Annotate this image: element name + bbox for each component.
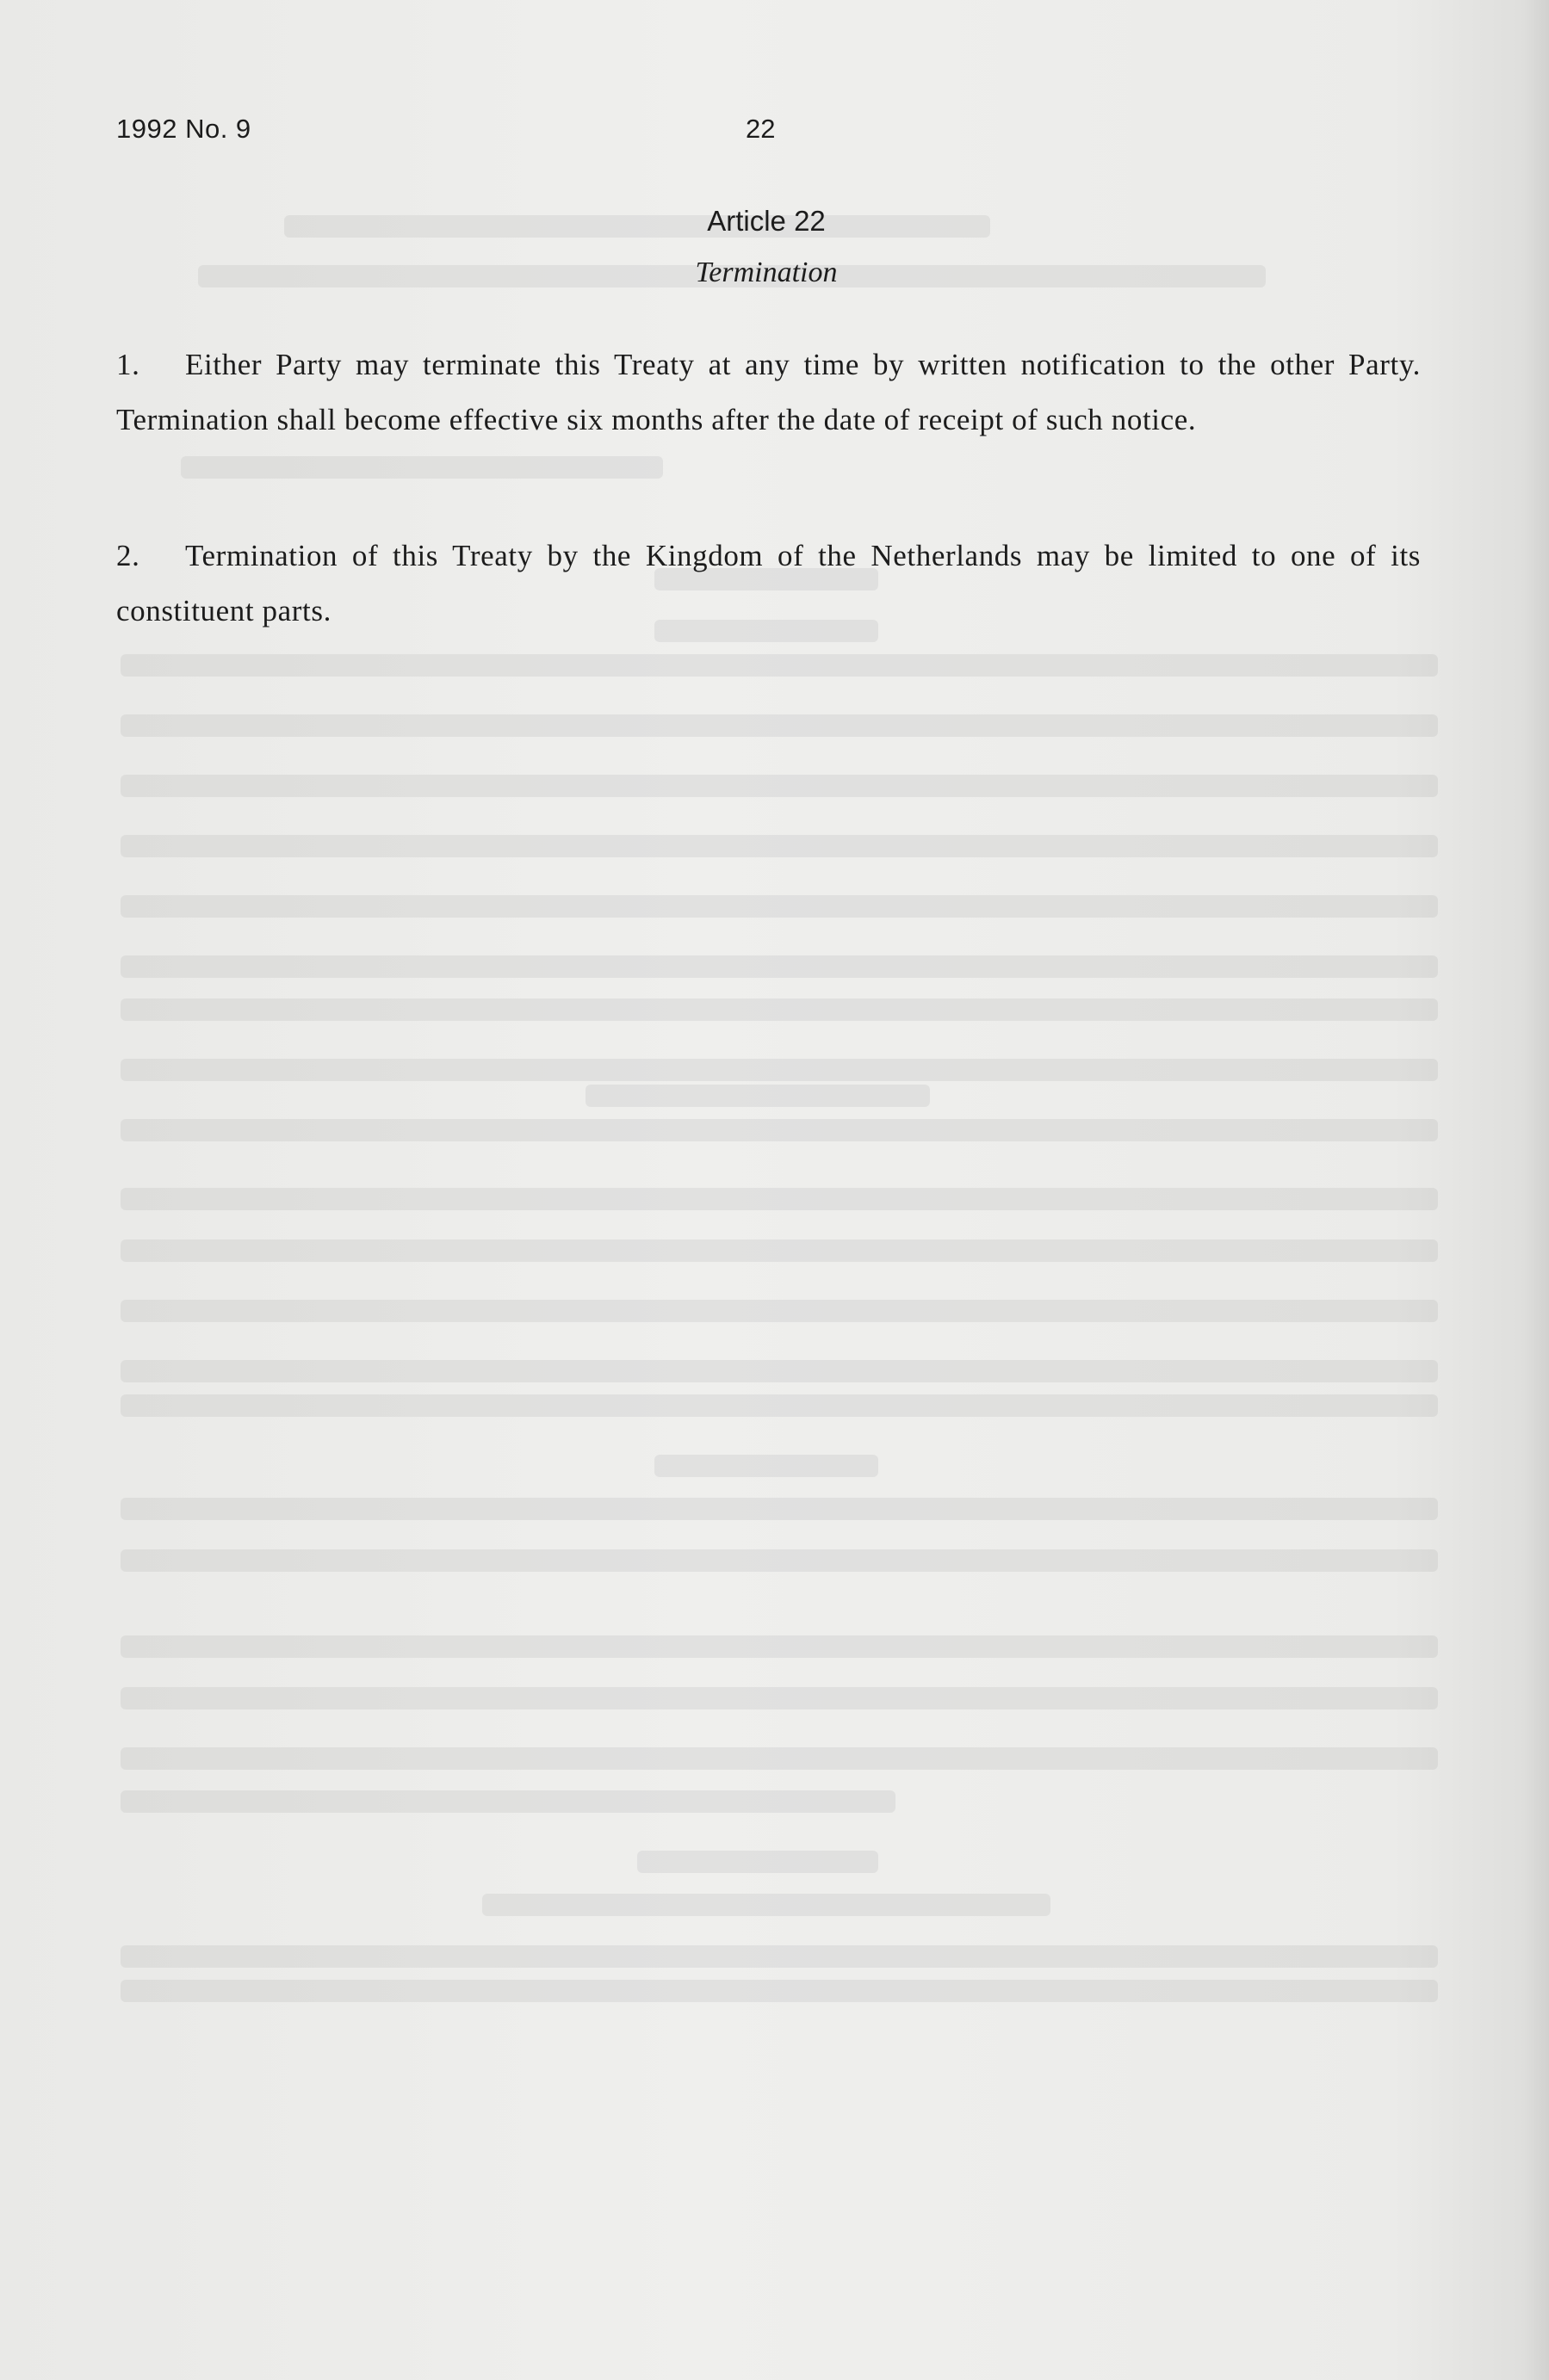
- document-reference: 1992 No. 9: [116, 114, 251, 144]
- article-subtitle: Termination: [695, 257, 838, 288]
- article-title: Article 22: [707, 205, 826, 237]
- paragraph-2: [116, 529, 1421, 639]
- page-edge-shadow: [1523, 0, 1549, 2380]
- paragraph-number: 2.: [116, 539, 140, 572]
- paragraph-text: Termination of this Treaty by the Kingdom of the Netherlands may be limited to one of its constituent parts.: [116, 539, 1421, 627]
- paragraph-1: [116, 337, 1421, 448]
- page-number: 22: [746, 114, 776, 144]
- paragraph-text: Either Party may terminate this Treaty at any time by written notification to the other Party. Termination shall become effective six months after the date of receipt of such notice.: [116, 348, 1421, 436]
- paragraph-number: 1.: [116, 348, 140, 381]
